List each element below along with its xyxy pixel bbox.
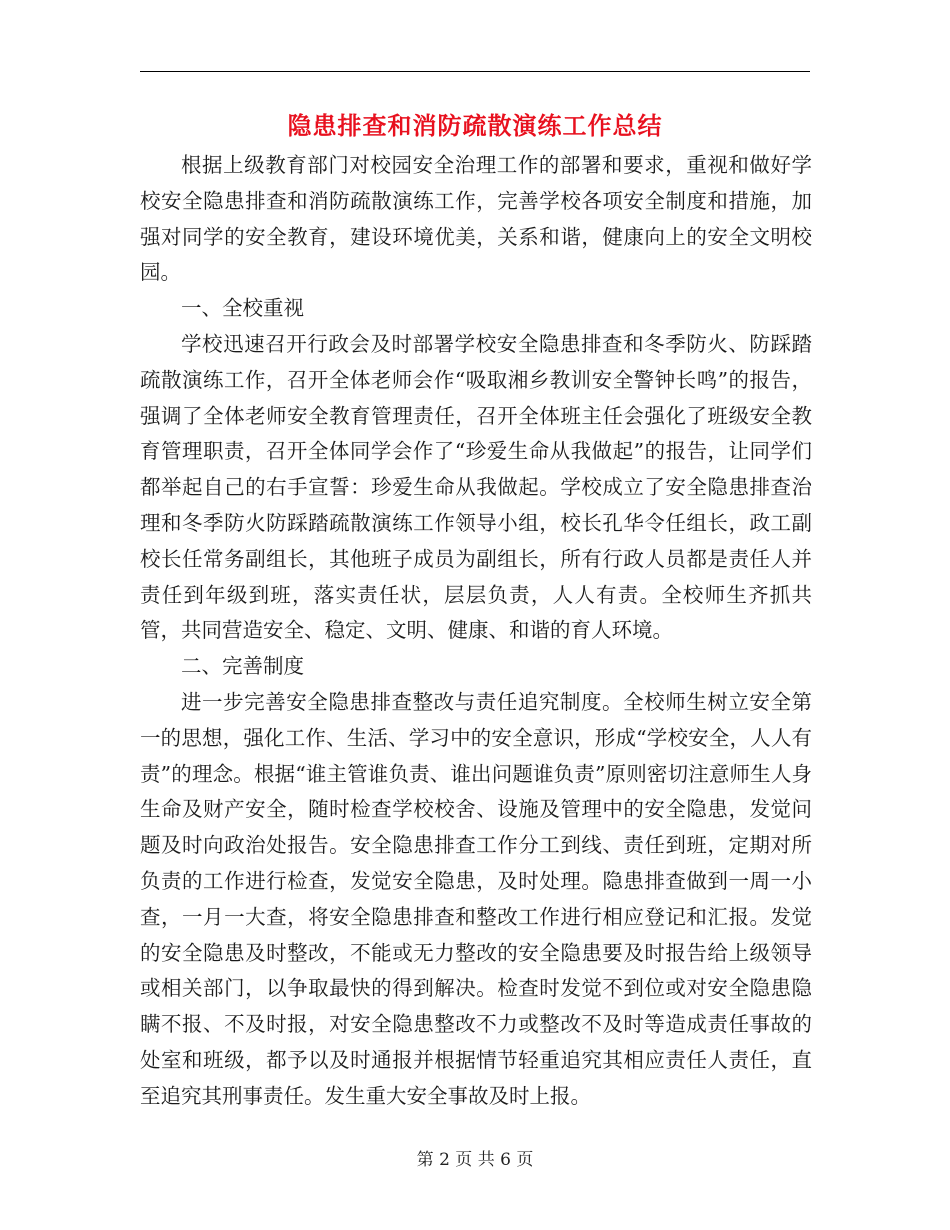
document-body bbox=[140, 148, 812, 1115]
page-number-footer: 第 2 页 共 6 页 bbox=[416, 1150, 534, 1170]
section-paragraph-2: 进一步完善安全隐患排查整改与责任追究制度。全校师生树立安全第一的思想，强化工作、生活、学习中的安全意识，形成“学校安全，人人有责”的理念。根据“谁主管谁负责、谁出问题谁负责”原则密切注意师生人身生命及财产安全，随时检查学校校舍、设施及管理中的安全隐患，发觉问题及时向政治处报告。安全隐患排查工作分工到线、责任到班，定期对所负责的工作进行检查，发觉安全隐患，及时处理。隐患排查做到一周一小查，一月一大查，将安全隐患排查和整改工作进行相应登记和汇报。发觉的安全隐患及时整改，不能或无力整改的安全隐患要及时报告给上级领导或相关部门，以争取最快的得到解决。检查时发觉不到位或对安全隐患隐瞒不报、不及时报，对安全隐患整改不力或整改不及时等造成责任事故的处室和班级，都予以及时通报并根据情节轻重追究其相应责任人责任，直至追究其刑事责任。发生重大安全事故及时上报。 bbox=[140, 689, 812, 1108]
document-title: 隐患排查和消防疏散演练工作总结 bbox=[287, 111, 663, 140]
section-heading-2: 二、完善制度 bbox=[181, 654, 304, 679]
section-heading-1: 一、全校重视 bbox=[181, 296, 304, 321]
intro-paragraph: 根据上级教育部门对校园安全治理工作的部署和要求，重视和做好学校安全隐患排查和消防疏散演练工作，完善学校各项安全制度和措施，加强对同学的安全教育，建设环境优美，关系和谐，健康向上的安全文明校园。 bbox=[140, 153, 812, 285]
section-paragraph-1: 学校迅速召开行政会及时部署学校安全隐患排查和冬季防火、防踩踏疏散演练工作，召开全体老师会作“吸取湘乡教训安全警钟长鸣”的报告，强调了全体老师安全教育管理责任，召开全体班主任会强化了班级安全教育管理职责，召开全体同学会作了“珍爱生命从我做起”的报告，让同学们都举起自己的右手宣誓：珍爱生命从我做起。学校成立了安全隐患排查治理和冬季防火防踩踏疏散演练工作领导小组，校长孔华令任组长，政工副校长任常务副组长，其他班子成员为副组长，所有行政人员都是责任人并责任到年级到班，落实责任状，层层负责，人人有责。全校师生齐抓共管，共同营造安全、稳定、文明、健康、和谐的育人环境。 bbox=[140, 331, 812, 643]
header-rule bbox=[140, 71, 810, 72]
